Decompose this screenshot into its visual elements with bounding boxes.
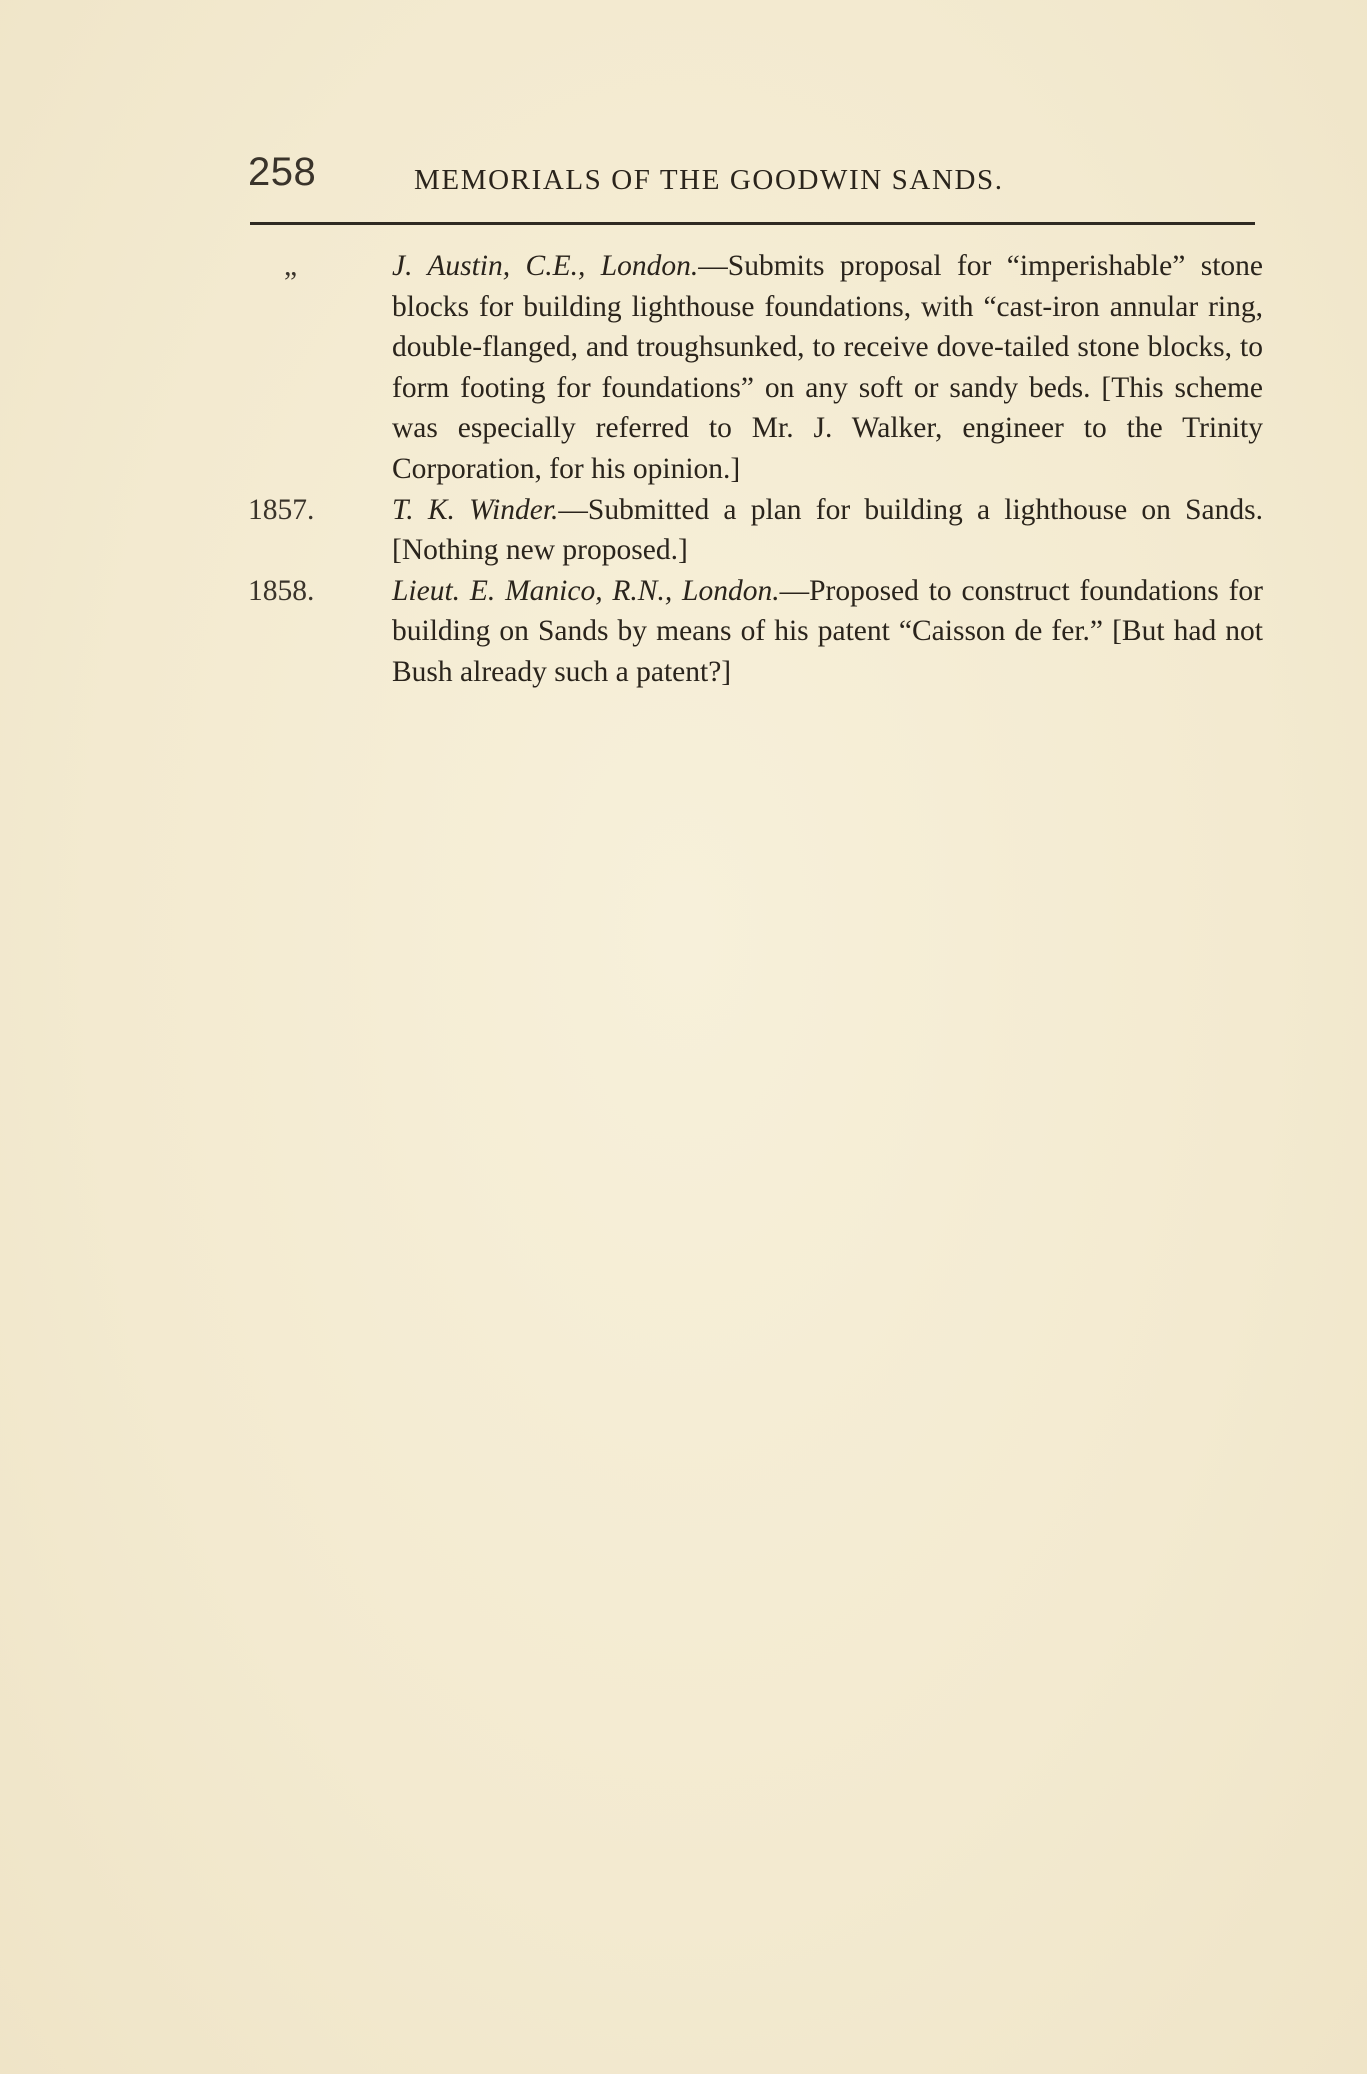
entry-manico [248, 571, 1263, 693]
entry-winder [248, 490, 1263, 571]
page-number: 258 [248, 150, 317, 194]
running-head [248, 150, 1258, 200]
entry-austin [248, 246, 1263, 490]
entry-text: —Proposed to construct foundations for building on Sands by means of his patent “Caisson de fer.” [But had not Bush already such a patent?] [392, 574, 1263, 688]
entry-year: „ [284, 250, 298, 282]
entry-text: —Submits proposal for “imperishable” stone blocks for building lighthouse foundations, with “cast-iron annular ring, double-flanged, and troughsunked, to receive dove-tailed stone blocks, to form footing for foundations” on any soft or sandy beds. [This scheme was especially referred to Mr. J. Walker, engineer to the Trinity Corporation, for his opinion.] [392, 250, 1263, 485]
entry-text: —Submitted a plan for building a lighthouse on Sands. [Nothing new proposed.] [392, 493, 1263, 567]
entry-name: T. K. Winder. [392, 493, 559, 526]
entry-year: 1857. [248, 493, 315, 526]
header-rule [250, 222, 1255, 225]
running-title: MEMORIALS OF THE GOODWIN SANDS. [414, 164, 1004, 196]
entries-list [248, 246, 1263, 693]
entry-name: J. Austin, C.E., London. [392, 250, 699, 282]
entry-name: Lieut. E. Manico, R.N., London. [392, 574, 780, 607]
entry-year: 1858. [248, 574, 315, 607]
